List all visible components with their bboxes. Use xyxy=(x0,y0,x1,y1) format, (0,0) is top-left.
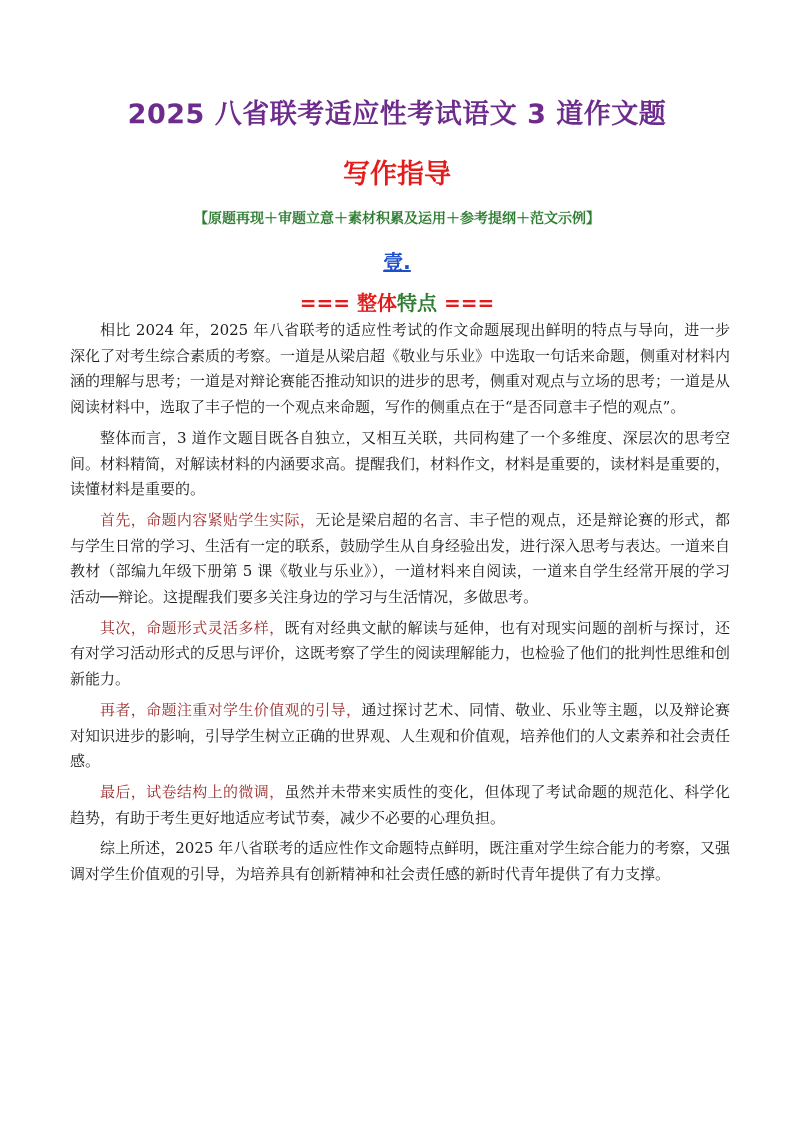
document-title: 2025 八省联考适应性考试语文 3 道作文题 xyxy=(127,99,667,130)
paragraph-text: 通过探讨艺术、同情、敬业、乐业等主题，以及辩论赛对知识进步的影响，引导学生树立正确的世界观、人生观和价值观，培养他们的人文素养和社会责任感。 xyxy=(70,700,731,771)
section-title-deco-right: === xyxy=(443,291,495,315)
section-number xyxy=(0,246,794,275)
section-title-char-4: 点 xyxy=(417,291,437,315)
paragraph-fourth xyxy=(70,780,730,831)
paragraph-third xyxy=(70,698,730,775)
paragraph-text: 综上所述，2025 年八省联考的适应性作文命题特点鲜明，既注重对学生综合能力的考察，又强调对学生价值观的引导，为培养具有创新精神和社会责任感的新时代青年提供了有力支撑。 xyxy=(70,839,730,884)
paragraph-text: 无论是梁启超的名言、丰子恺的观点，还是辩论赛的形式，都与学生日常的学习、生活有一定的联系，鼓励学生从自身经验出发，进行深入思考与表达。一道来自教材（部编九年级下册第 5 课《敬业与乐业》），一道材料来自阅读，一道来自学生经常开展的学习活动──辩论。这提醒我们要多关注身边的学习与生活情况，多做思考。 xyxy=(70,510,731,607)
paragraph-summary xyxy=(70,836,730,887)
body-text xyxy=(70,318,730,893)
paragraph-intro xyxy=(70,318,730,421)
section-title-char-1: 整 xyxy=(357,291,377,315)
section-title-char-3: 特 xyxy=(397,291,417,315)
paragraph-text: 相比 2024 年，2025 年八省联考的适应性考试的作文命题展现出鲜明的特点与导向，进一步深化了对考生综合素质的考察。一道是从梁启超《敬业与乐业》中选取一句话来命题，侧重对材料内涵的理解与思考；一道是对辩论赛能否推动知识的进步的思考，侧重对观点与立场的思考；一道是从阅读材料中，选取了丰子恺的一个观点来命题，写作的侧重点在于“是否同意丰子恺的观点”。 xyxy=(70,321,731,417)
paragraph-text: 既有对经典文献的解读与延伸，也有对现实问题的剖析与探讨，还有对学习活动形式的反思与评价，这既考察了学生的阅读理解能力，也检验了他们的批判性思维和创新能力。 xyxy=(70,618,731,689)
paragraph-lead: 再者，命题注重对学生价值观的引导， xyxy=(100,700,362,719)
section-title-char-2: 体 xyxy=(377,291,397,315)
paragraph-lead: 最后，试卷结构上的微调， xyxy=(100,782,285,801)
paragraph-text: 虽然并未带来实质性的变化，但体现了考试命题的规范化、科学化趋势，有助于考生更好地适应考试节奏，减少不必要的心理负担。 xyxy=(70,782,730,827)
paragraph-lead: 其次，命题形式灵活多样， xyxy=(100,618,285,637)
paragraph-lead: 首先，命题内容紧贴学生实际， xyxy=(100,510,316,529)
paragraph-text: 整体而言，3 道作文题目既各自独立，又相互关联，共同构建了一个多维度、深层次的思考空间。材料精简，对解读材料的内涵要求高。提醒我们，材料作文，材料是重要的，读材料是重要的，读懂材料是重要的。 xyxy=(70,428,731,499)
paragraph-overall xyxy=(70,426,730,503)
document-subtitle: 写作指导 xyxy=(343,159,451,190)
section-title-deco-left: === xyxy=(299,291,351,315)
section-title xyxy=(0,287,794,316)
section-number-text: 壹. xyxy=(383,250,411,274)
document-tagline: 【原题再现＋审题立意＋素材积累及运用＋参考提纲＋范文示例】 xyxy=(194,211,600,227)
paragraph-second xyxy=(70,616,730,693)
paragraph-first xyxy=(70,508,730,611)
